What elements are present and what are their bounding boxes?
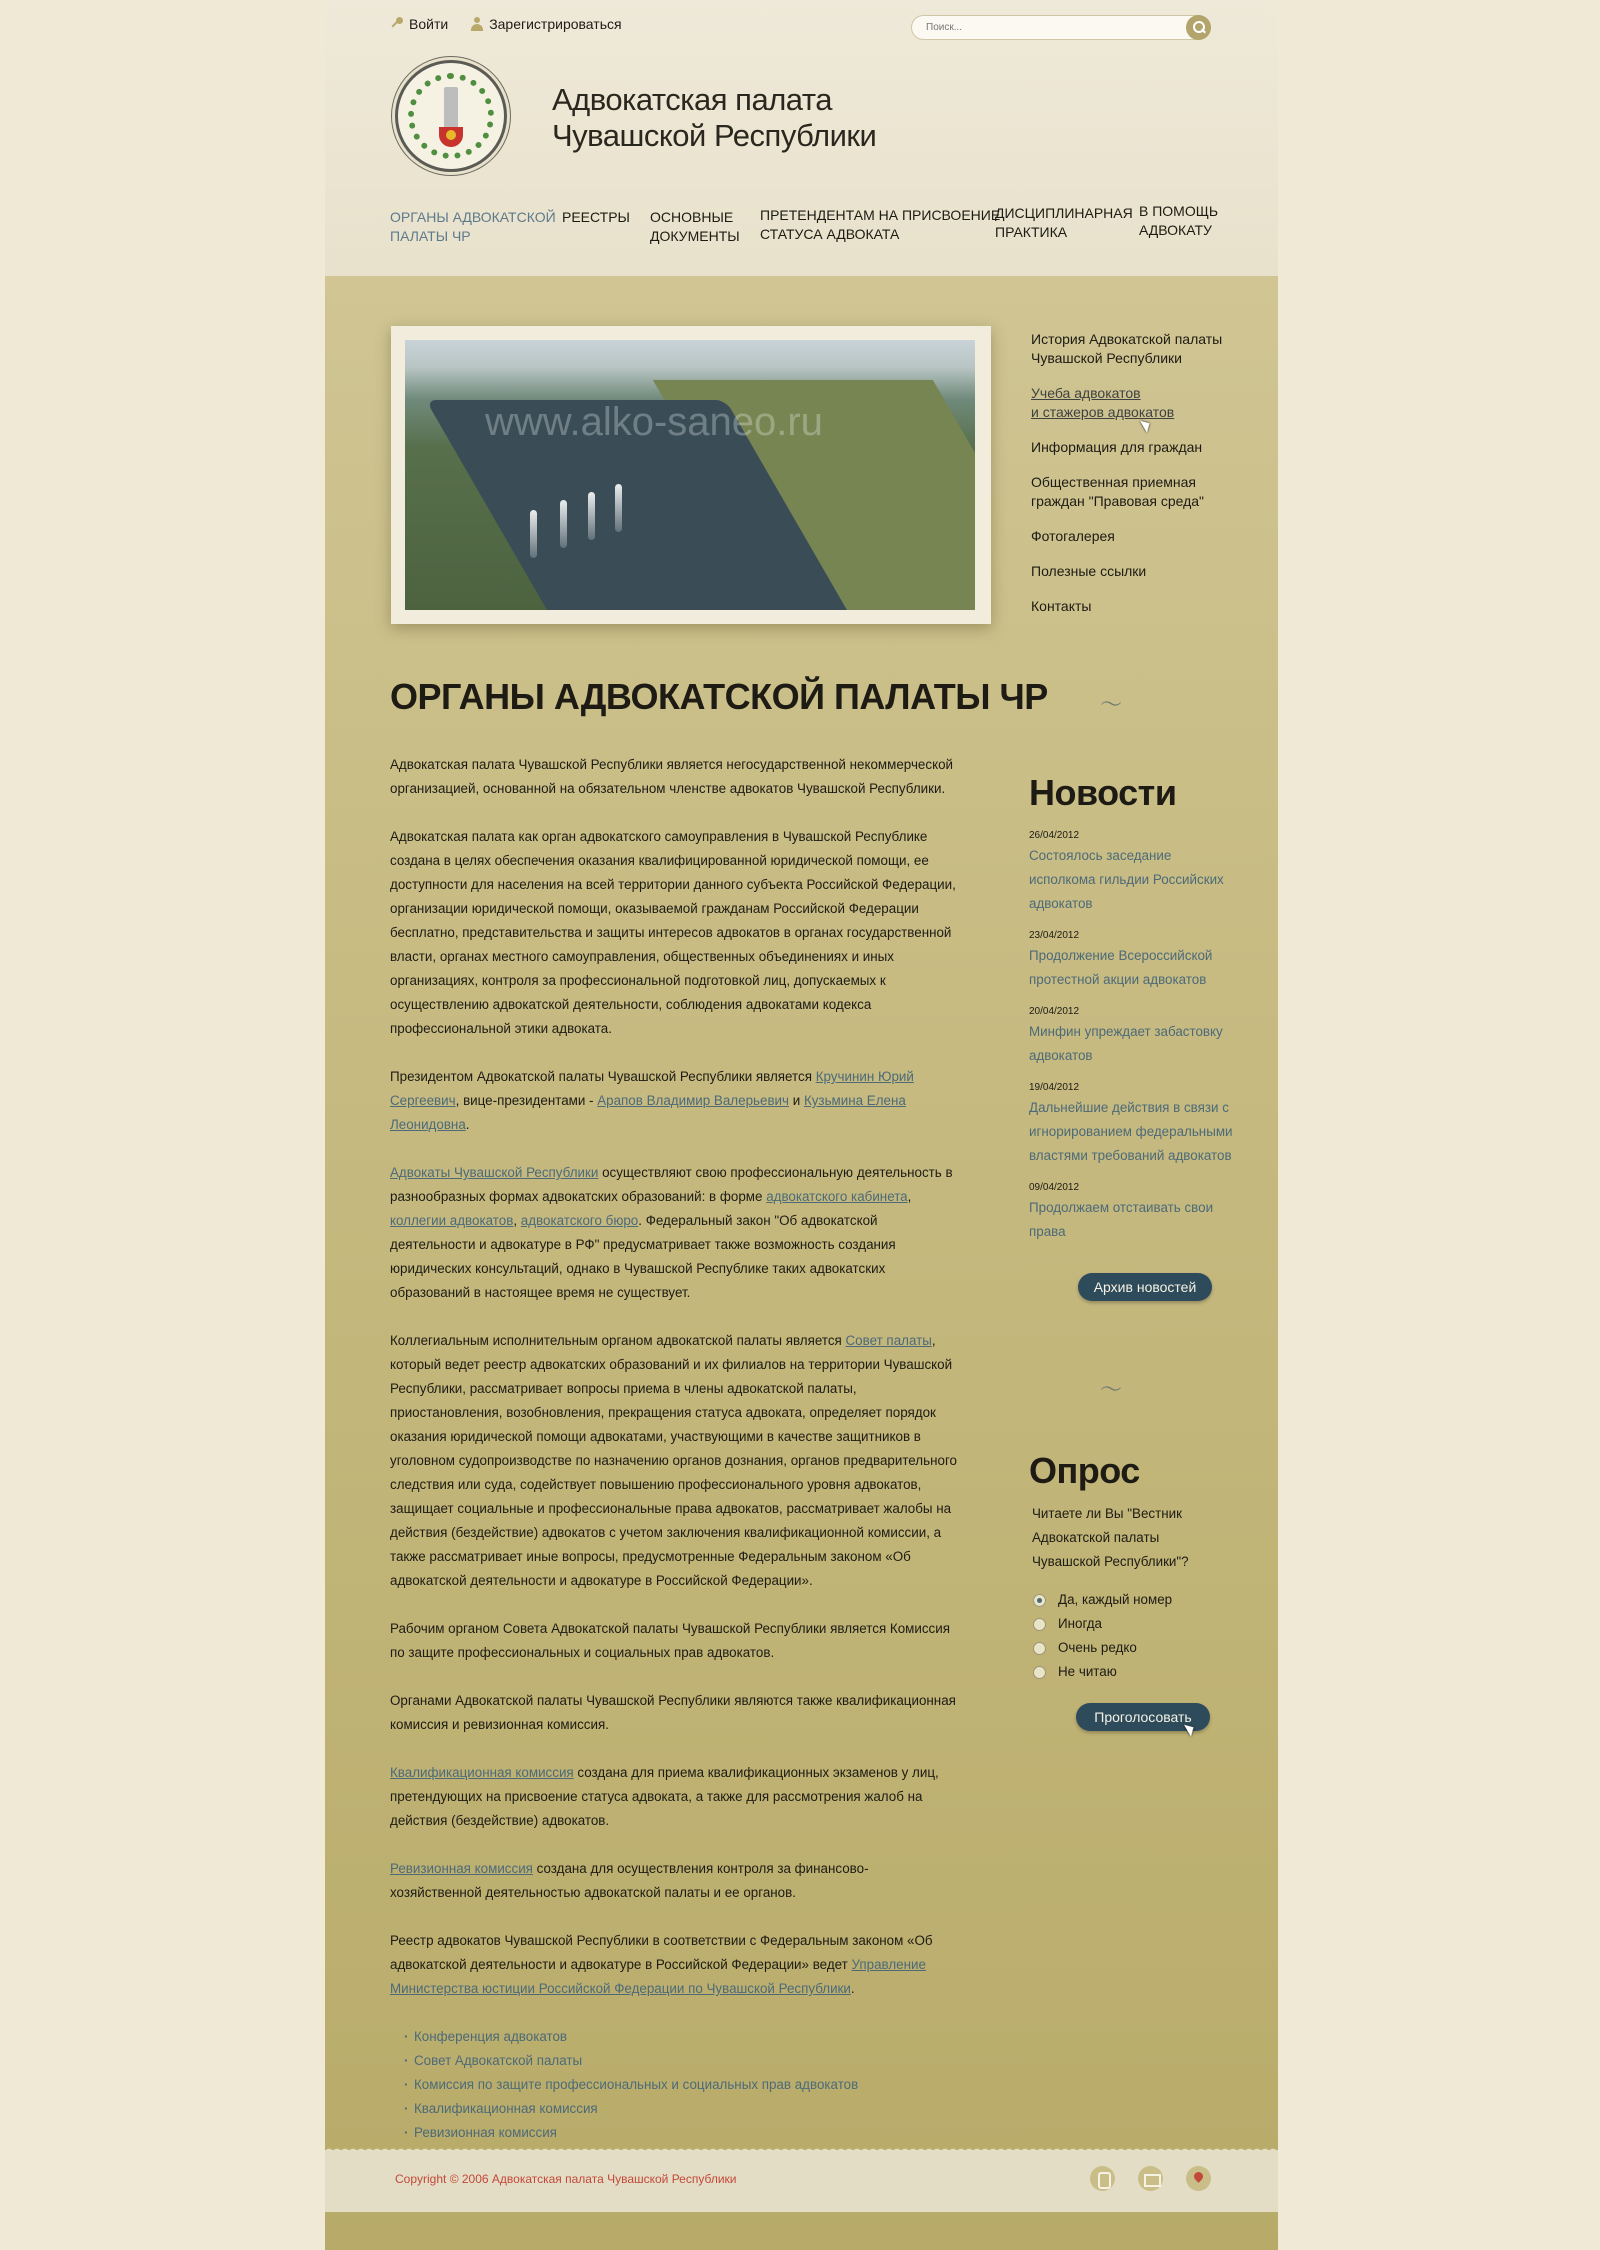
hero-photo[interactable]: [405, 340, 975, 610]
main-content: [390, 753, 958, 2145]
page-title: ОРГАНЫ АДВОКАТСКОЙ ПАЛАТЫ ЧР: [390, 676, 1048, 717]
topbar: [390, 16, 622, 32]
news-date: 23/04/2012: [1029, 930, 1080, 941]
site-title[interactable]: [552, 82, 876, 154]
sidenav-item-gallery[interactable]: Фотогалерея: [1031, 528, 1115, 544]
search-button[interactable]: [1186, 15, 1211, 40]
list-item[interactable]: · Квалификационная комиссия: [404, 2097, 958, 2121]
map-pin-icon[interactable]: [1186, 2166, 1211, 2191]
lawyers-link[interactable]: Адвокаты Чувашской Республики: [390, 1165, 599, 1180]
sidenav-item-reception[interactable]: Общественная приемная граждан "Правовая среда": [1031, 474, 1205, 509]
news-title-link[interactable]: Минфин упреждает забастовку адвокатов: [1029, 1024, 1223, 1063]
nav-item-documents[interactable]: ОСНОВНЫЕ ДОКУМЕНТЫ: [650, 209, 740, 244]
list-item[interactable]: · Совет Адвокатской палаты: [404, 2049, 958, 2073]
paragraph: Рабочим органом Совета Адвокатской палаты Чувашской Республики является Комиссия по защите профессиональных и социальных прав адвокатов.: [390, 1621, 950, 1660]
vice-president-link[interactable]: Кузьмина Елена Леонидовна: [390, 1093, 906, 1132]
sidenav-item-contacts[interactable]: Контакты: [1031, 598, 1092, 614]
news-list: [1029, 828, 1239, 1256]
radio-button[interactable]: [1033, 1642, 1046, 1655]
user-icon: [470, 17, 484, 31]
sidenav-item-links[interactable]: Полезные ссылки: [1031, 563, 1147, 579]
divider-swirl-icon: [1100, 1379, 1140, 1393]
poll-options: [1033, 1588, 1233, 1684]
paragraph: Реестр адвокатов Чувашской Республики в соответствии с Федеральным законом «Об адвокатской деятельности и адвокатуре в Российской Федерации» ведет Управление Министерства юстиции Российской Федерации по Чувашской Республики.: [390, 1933, 933, 1996]
site-logo[interactable]: [395, 60, 507, 172]
poll-option[interactable]: Да, каждый номер: [1033, 1588, 1233, 1612]
list-item[interactable]: · Ревизионная комиссия: [404, 2121, 958, 2145]
search-input[interactable]: [911, 15, 1211, 40]
phone-icon[interactable]: [1090, 2166, 1115, 2191]
photo-fountain: [588, 492, 595, 540]
news-item: [1029, 1080, 1239, 1168]
qualification-commission-link[interactable]: Квалификационная комиссия: [390, 1765, 574, 1780]
list-item[interactable]: · Комиссия по защите профессиональных и социальных прав адвокатов: [404, 2073, 958, 2097]
radio-button[interactable]: [1033, 1666, 1046, 1679]
council-link[interactable]: Совет палаты: [845, 1333, 932, 1348]
hero-photo-frame: [391, 326, 991, 624]
news-item: [1029, 828, 1239, 916]
vice-president-link[interactable]: Арапов Владимир Валерьевич: [597, 1093, 790, 1108]
organs-list: [404, 2025, 958, 2145]
key-icon: [390, 17, 404, 31]
site-title-line1: Адвокатская палата: [552, 82, 832, 117]
ministry-link[interactable]: Управление Министерства юстиции Российской Федерации по Чувашской Республики: [390, 1957, 926, 1996]
nav-item-pretendentam[interactable]: ПРЕТЕНДЕНТАМ НА ПРИСВОЕНИЕ СТАТУСА АДВОКАТА: [760, 207, 1001, 242]
paragraph: Коллегиальным исполнительным органом адвокатской палаты является Совет палаты, который ведет реестр адвокатских образований и их филиалов на территории Чувашской Республики, рассматривает вопросы приема в члены адвокатской палаты, приостановления, возобновления, прекращения статуса адвоката, определяет порядок оказания юридической помощи адвокатами, участвующими в качестве защитников в уголовном судопроизводстве по назначению органов дознания, органов предварительного следствия или суда, содействует повышению профессионального уровня адвокатов, защищает социальные и профессиональные права адвокатов, рассматривает жалобы на действия (бездействие) адвокатов с учетом заключения квалификационной комиссии, а также рассматривает иные вопросы, предусмотренные Федеральным законом «Об адвокатской деятельности и адвокатуре в Российской Федерации».: [390, 1333, 957, 1588]
poll-option[interactable]: Очень редко: [1033, 1636, 1233, 1660]
nav-item-organy[interactable]: ОРГАНЫ АДВОКАТСКОЙ ПАЛАТЫ ЧР: [390, 209, 556, 244]
search-box: [911, 15, 1211, 40]
paragraph: Президентом Адвокатской палаты Чувашской Республики является Кручинин Юрий Сергеевич, вице-президентами - Арапов Владимир Валерьевич и Кузьмина Елена Леонидовна.: [390, 1069, 914, 1132]
news-title-link[interactable]: Состоялось заседание исполкома гильдии Российских адвокатов: [1029, 848, 1224, 911]
news-date: 26/04/2012: [1029, 830, 1080, 841]
poll-option[interactable]: Иногда: [1033, 1612, 1233, 1636]
poll-heading: Опрос: [1029, 1450, 1140, 1491]
news-item: [1029, 1180, 1239, 1244]
paragraph: Адвокаты Чувашской Республики осуществляют свою профессиональную деятельность в разнообразных формах адвокатских образований: в форме адвокатского кабинета, коллегии адвокатов, адвокатского бюро. Федеральный закон "Об адвокатской деятельности и адвокатуре в РФ" предусматривает также возможность создания юридических консультаций, однако в Чувашской Республике таких адвокатских образований в настоящее время не существует.: [390, 1165, 953, 1300]
logo-column: [444, 87, 458, 129]
poll-option[interactable]: Не читаю: [1033, 1660, 1233, 1684]
radio-button[interactable]: [1033, 1618, 1046, 1631]
main-nav: [390, 204, 1220, 254]
site-title-line2: Чувашской Республики: [552, 118, 877, 153]
divider-swirl-icon: [1100, 694, 1140, 708]
register-label: Зарегистрироваться: [489, 16, 622, 32]
news-heading: Новости: [1029, 772, 1177, 813]
sidenav-item-education[interactable]: Учеба адвокатов и стажеров адвокатов: [1031, 385, 1175, 420]
list-item[interactable]: · Конференция адвокатов: [404, 2025, 958, 2049]
president-link[interactable]: Кручинин Юрий Сергеевич: [390, 1069, 914, 1108]
side-nav: [1031, 330, 1241, 632]
mail-icon[interactable]: [1138, 2166, 1163, 2191]
nav-item-reestry[interactable]: РЕЕСТРЫ: [562, 209, 630, 225]
news-title-link[interactable]: Продолжение Всероссийской протестной акции адвокатов: [1029, 948, 1213, 987]
news-item: [1029, 928, 1239, 992]
login-label: Войти: [409, 16, 449, 32]
paragraph: Квалификационная комиссия создана для приема квалификационных экзаменов у лиц, претендующих на присвоение статуса адвоката, а также для рассмотрения жалоб на действия (бездействие) адвокатов.: [390, 1765, 939, 1828]
collegium-link[interactable]: коллегии адвокатов: [390, 1213, 514, 1228]
bureau-link[interactable]: адвокатского бюро: [520, 1213, 639, 1228]
vote-button[interactable]: Проголосовать: [1076, 1703, 1210, 1731]
news-date: 20/04/2012: [1029, 1006, 1080, 1017]
sidenav-item-history[interactable]: История Адвокатской палаты Чувашской Республики: [1031, 331, 1223, 366]
photo-fountain: [530, 510, 537, 558]
photo-fountain: [560, 500, 567, 548]
paragraph: Адвокатская палата Чувашской Республики является негосударственной некоммерческой организацией, основанной на обязательном членстве адвокатов Чувашской Республики.: [390, 757, 953, 796]
photo-watermark: www.alko-saneo.ru: [485, 400, 823, 444]
sidenav-item-citizens[interactable]: Информация для граждан: [1031, 439, 1203, 455]
audit-commission-link[interactable]: Ревизионная комиссия: [390, 1861, 533, 1876]
nav-item-help[interactable]: В ПОМОЩЬ АДВОКАТУ: [1139, 203, 1219, 238]
radio-button[interactable]: [1033, 1594, 1046, 1607]
footer: [325, 2150, 1278, 2212]
paragraph: Органами Адвокатской палаты Чувашской Республики являются также квалификационная комиссия и ревизионная комиссия.: [390, 1693, 956, 1732]
header: [325, 0, 1278, 276]
news-title-link[interactable]: Дальнейшие действия в связи с игнорированием федеральными властями требований адвокатов: [1029, 1100, 1233, 1163]
copyright-text: Copyright © 2006 Адвокатская палата Чувашской Республики: [395, 2172, 737, 2186]
poll-question: Читаете ли Вы "Вестник Адвокатской палаты Чувашской Республики"?: [1032, 1506, 1189, 1569]
header-scalloped-edge: [325, 270, 1278, 278]
news-date: 19/04/2012: [1029, 1082, 1080, 1093]
nav-item-discipline[interactable]: ДИСЦИПЛИНАРНАЯ ПРАКТИКА: [995, 205, 1133, 240]
cabinet-link[interactable]: адвокатского кабинета: [766, 1189, 908, 1204]
news-item: [1029, 1004, 1239, 1068]
news-date: 09/04/2012: [1029, 1182, 1080, 1193]
photo-fountain: [615, 484, 622, 532]
paragraph: Ревизионная комиссия создана для осуществления контроля за финансово-хозяйственной деятельностью адвокатской палаты и ее органов.: [390, 1861, 869, 1900]
paragraph: Адвокатская палата как орган адвокатского самоуправления в Чувашской Республике создана в целях обеспечения оказания квалифицированной юридической помощи, ее доступности для населения на всей территории данного субъекта Российской Федерации, организации юридической помощи, оказываемой гражданам Российской Федерации бесплатно, представительства и защиты интересов адвокатов в органах государственной власти, органах местного самоуправления, общественных объединениях и иных организациях, контроля за профессиональной подготовкой лиц, допускаемых к осуществлению адвокатской деятельности, соблюдения адвокатами кодекса профессиональной этики адвоката.: [390, 829, 956, 1036]
login-link[interactable]: [390, 16, 448, 32]
news-archive-button[interactable]: Архив новостей: [1078, 1273, 1212, 1301]
register-link[interactable]: [470, 16, 621, 32]
news-title-link[interactable]: Продолжаем отстаивать свои права: [1029, 1200, 1214, 1239]
page: [325, 0, 1278, 2250]
